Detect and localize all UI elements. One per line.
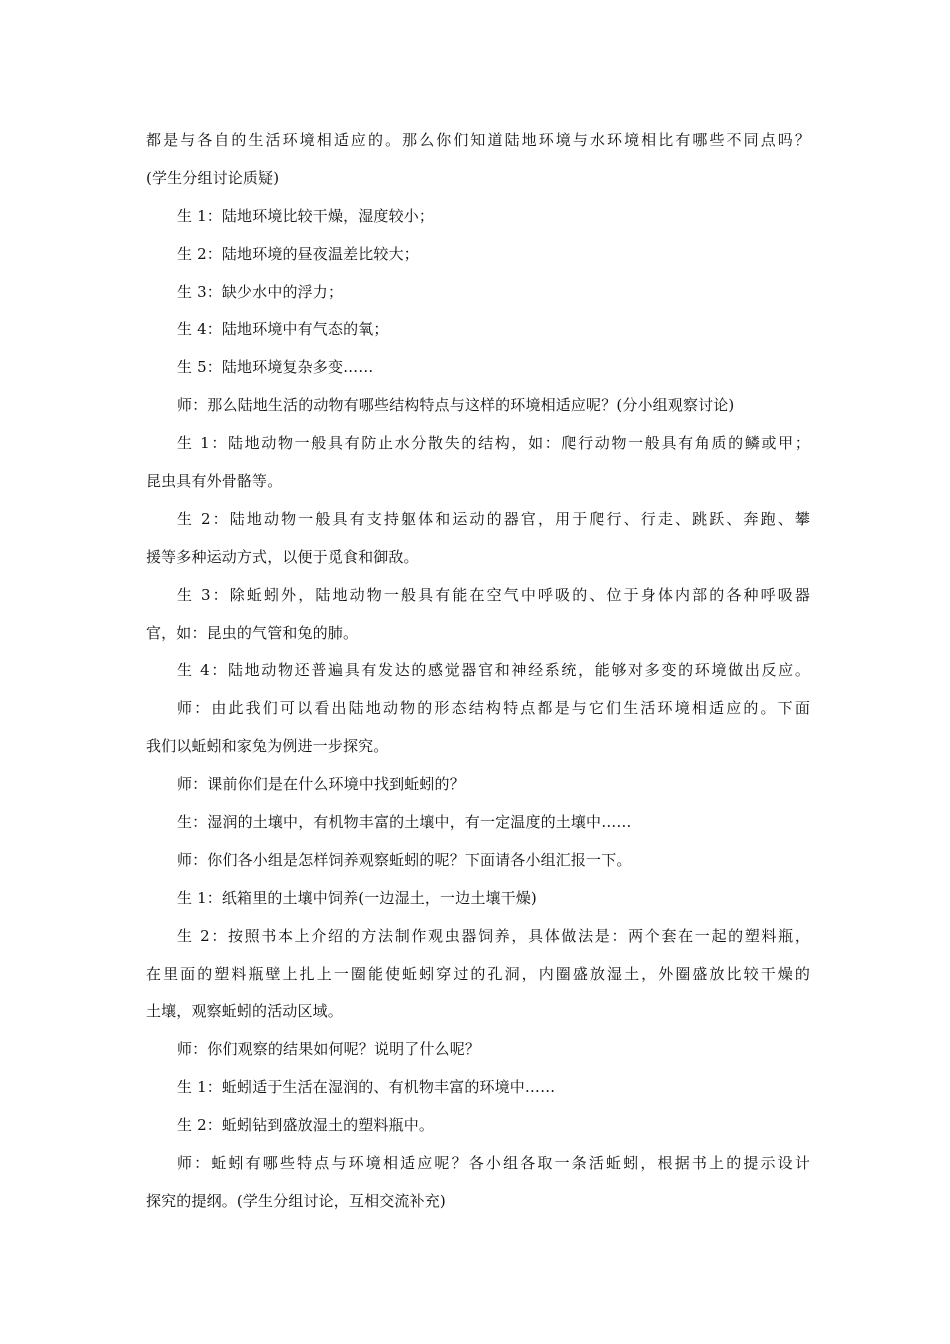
text-line-25: 师：你们观察的结果如何呢？说明了什么呢？ (177, 1040, 481, 1058)
text-line-28: 师：蚯蚓有哪些特点与环境相适应呢？各小组各取一条活蚯蚓，根据书上的提示设计 (177, 1154, 810, 1172)
text-line-2: (学生分组讨论质疑) (146, 169, 280, 187)
text-line-12: 援等多种运动方式，以便于觅食和御敌。 (146, 548, 419, 566)
text-line-19: 生：湿润的土壤中，有机物丰富的土壤中，有一定温度的土壤中…… (177, 813, 632, 831)
text-line-22: 生 2：按照书本上介绍的方法制作观虫器饲养，具体做法是：两个套在一起的塑料瓶， (177, 927, 810, 945)
text-line-6: 生 4：陆地环境中有气态的氧； (177, 320, 389, 338)
text-line-7: 生 5：陆地环境复杂多变…… (177, 358, 374, 376)
text-line-21: 生 1：纸箱里的土壤中饲养(一边湿土，一边土壤干燥) (177, 889, 537, 907)
text-line-9: 生 1：陆地动物一般具有防止水分散失的结构，如：爬行动物一般具有角质的鳞或甲； (177, 434, 810, 452)
text-line-29: 探究的提纲。(学生分组讨论，互相交流补充) (146, 1192, 446, 1210)
text-line-26: 生 1：蚯蚓适于生活在湿润的、有机物丰富的环境中…… (177, 1078, 556, 1096)
text-line-27: 生 2：蚯蚓钻到盛放湿土的塑料瓶中。 (177, 1116, 435, 1134)
text-line-13: 生 3：除蚯蚓外，陆地动物一般具有能在空气中呼吸的、位于身体内部的各种呼吸器 (177, 586, 810, 604)
text-line-20: 师：你们各小组是怎样饲养观察蚯蚓的呢？下面请各小组汇报一下。 (177, 851, 632, 869)
text-line-3: 生 1：陆地环境比较干燥，湿度较小； (177, 207, 435, 225)
text-line-8: 师：那么陆地生活的动物有哪些结构特点与这样的环境相适应呢？(分小组观察讨论) (177, 396, 735, 414)
text-line-16: 师：由此我们可以看出陆地动物的形态结构特点都是与它们生活环境相适应的。下面 (177, 699, 810, 717)
text-line-15: 生 4：陆地动物还普遍具有发达的感觉器官和神经系统，能够对多变的环境做出反应。 (177, 661, 810, 679)
text-line-5: 生 3：缺少水中的浮力； (177, 283, 344, 301)
text-line-11: 生 2：陆地动物一般具有支持躯体和运动的器官，用于爬行、行走、跳跃、奔跑、攀 (177, 510, 810, 528)
text-line-4: 生 2：陆地环境的昼夜温差比较大； (177, 245, 419, 263)
text-line-23: 在里面的塑料瓶壁上扎上一圈能使蚯蚓穿过的孔洞，内圈盛放湿土，外圈盛放比较干燥的 (146, 965, 810, 983)
text-line-18: 师：课前你们是在什么环境中找到蚯蚓的？ (177, 775, 465, 793)
text-line-10: 昆虫具有外骨骼等。 (146, 472, 283, 490)
text-line-1: 都是与各自的生活环境相适应的。那么你们知道陆地环境与水环境相比有哪些不同点吗？ (146, 131, 810, 149)
text-line-24: 土壤，观察蚯蚓的活动区域。 (146, 1002, 343, 1020)
text-line-14: 官，如：昆虫的气管和兔的肺。 (146, 624, 359, 642)
text-line-17: 我们以蚯蚓和家兔为例进一步探究。 (146, 737, 389, 755)
